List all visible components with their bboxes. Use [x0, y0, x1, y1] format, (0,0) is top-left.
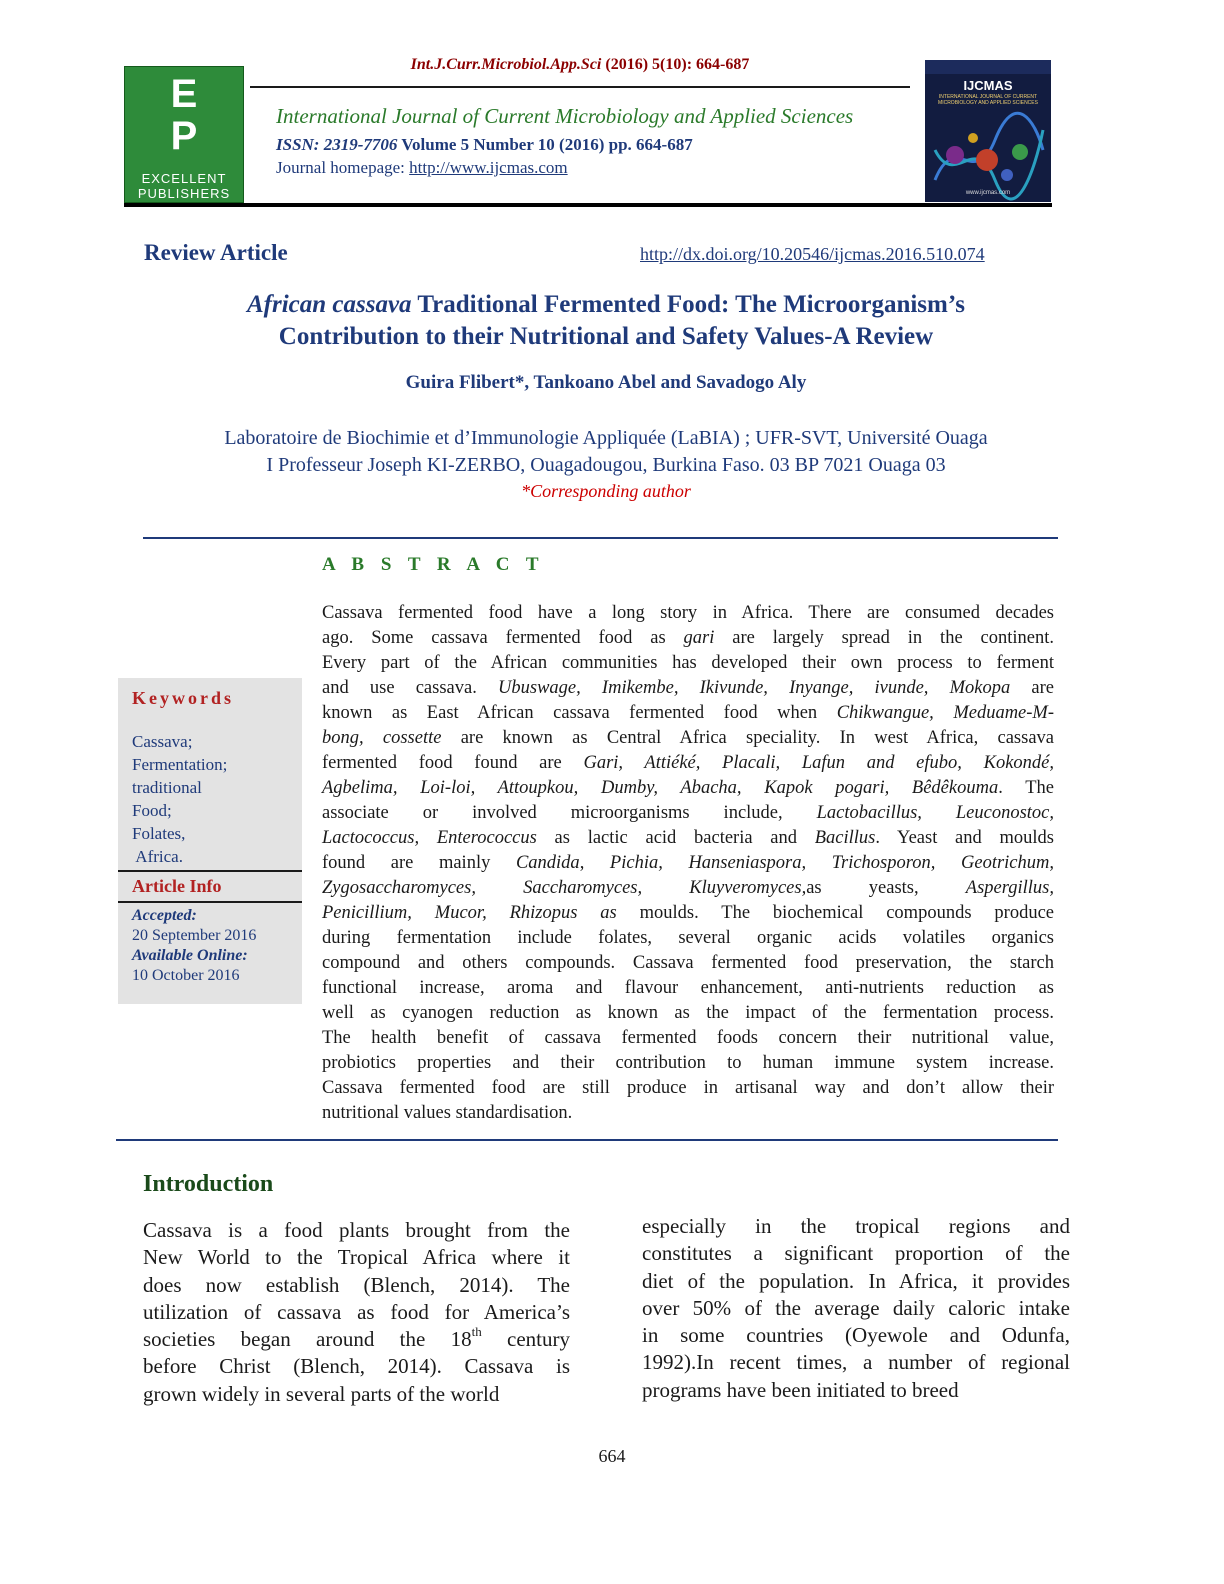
introduction-left-column — [143, 1217, 570, 1408]
abstract-text — [322, 601, 1054, 1126]
homepage-link[interactable]: http://www.ijcmas.com — [409, 158, 568, 177]
logo-letters: E P — [170, 72, 198, 158]
abstract-line: Agbelima, Loi-loi, Attoupkou, Dumby, Abacha, Kapok pogari, Bêdêkouma. The — [322, 778, 1054, 798]
abstract-line: The health benefit of cassava fermented foods concern their nutritional value, — [322, 1028, 1054, 1048]
intro-line: 1992).In recent times, a number of regional — [642, 1350, 1070, 1375]
header-bottom-rule — [124, 203, 1052, 207]
header-rule — [250, 86, 910, 88]
abstract-line: well as cyanogen reduction as known as the impact of the fermentation process. — [322, 1003, 1054, 1023]
abstract-heading: A B S T R A C T — [322, 554, 545, 575]
article-type: Review Article — [144, 240, 288, 265]
online-label: Available Online: — [132, 947, 248, 964]
corresponding-author: *Corresponding author — [521, 481, 691, 501]
intro-line: before Christ (Blench, 2014). Cassava is — [143, 1354, 570, 1379]
accepted-label: Accepted: — [132, 907, 197, 924]
abstract-line: compound and others compounds. Cassava fermented food preservation, the starch — [322, 953, 1054, 973]
abstract-line: bong, cossette are known as Central Africa speciality. In west Africa, cassava — [322, 728, 1055, 748]
doi — [640, 244, 985, 265]
intro-line: over 50% of the average daily caloric intake — [642, 1295, 1070, 1320]
abstract-line: functional increase, aroma and flavour enhancement, anti-nutrients reduction as — [322, 978, 1054, 998]
abstract-line: Lactococcus, Enterococcus as lactic acid bacteria and Bacillus. Yeast and moulds — [322, 828, 1054, 848]
intro-line: societies began around the 18th century — [143, 1324, 570, 1352]
abstract-bottom-rule — [116, 1139, 1058, 1141]
keyword: Food; — [132, 801, 172, 820]
journal-citation: Int.J.Curr.Microbiol.App.Sci (2016) 5(10): 664-687 — [410, 56, 750, 73]
keywords-heading: Keywords — [132, 688, 234, 708]
authors: Guira Flibert*, Tankoano Abel and Savadogo Aly — [405, 372, 807, 393]
issn-line: ISSN: 2319-7706 Volume 5 Number 10 (2016) pp. 664-687 — [276, 135, 693, 154]
page-number: 664 — [598, 1446, 626, 1466]
abstract-line: Zygosaccharomyces, Saccharomyces, Kluyveromyces,as yeasts, Aspergillus, — [322, 878, 1054, 898]
logo-text-line1: EXCELLENT — [141, 171, 227, 186]
accepted-date: 20 September 2016 — [132, 927, 257, 944]
keyword: Fermentation; — [132, 755, 228, 774]
introduction-right-column — [642, 1213, 1070, 1404]
intro-line: especially in the tropical regions and — [642, 1214, 1070, 1238]
keyword: Cassava; — [132, 732, 193, 751]
keyword: Folates, — [132, 824, 186, 843]
intro-line: programs have been initiated to breed — [642, 1377, 959, 1402]
introduction-heading: Introduction — [143, 1171, 274, 1197]
article-title: African cassava Traditional Fermented Food: The Microorganism’s Contribution to their Nutritional and Safety Values-A Review — [246, 291, 965, 350]
abstract-line: and use cassava. Ubuswage, Imikembe, Ikivunde, Inyange, ivunde, Mokopa are — [322, 678, 1054, 698]
abstract-line: associate or involved microorganisms include, Lactobacillus, Leuconostoc, — [322, 803, 1055, 823]
abstract-line: during fermentation include folates, several organic acids volatiles organics — [322, 928, 1054, 948]
intro-line: in some countries (Oyewole and Odunfa, — [642, 1323, 1070, 1348]
abstract-line: Every part of the African communities has developed their own process to ferment — [322, 653, 1054, 673]
abstract-line: probiotics properties and their contribution to human immune system increase. — [322, 1053, 1054, 1073]
publisher-logo — [124, 66, 244, 203]
article-info — [132, 906, 256, 986]
abstract-line: found are mainly Candida, Pichia, Hanseniaspora, Trichosporon, Geotrichum, — [322, 853, 1054, 873]
affiliation-line2: I Professeur Joseph KI-ZERBO, Ouagadougou, Burkina Faso. 03 BP 7021 Ouaga 03 — [266, 454, 946, 476]
journal-name: International Journal of Current Microbiology and Applied Sciences — [276, 104, 854, 128]
sidebar-divider — [118, 901, 302, 903]
intro-line: New World to the Tropical Africa where it — [143, 1245, 570, 1270]
keyword: traditional — [132, 778, 202, 797]
sidebar-divider — [118, 870, 302, 872]
online-date: 10 October 2016 — [132, 967, 240, 984]
keyword: Africa. — [132, 847, 183, 866]
cover-title: IJCMAS — [963, 78, 1013, 93]
intro-line: constitutes a significant proportion of the — [642, 1241, 1070, 1266]
abstract-line: nutritional values standardisation. — [322, 1103, 573, 1123]
article-info-heading: Article Info — [132, 876, 222, 896]
cover-subtitle: INTERNATIONAL JOURNAL OF CURRENT MICROBIOLOGY AND APPLIED SCIENCES — [938, 94, 1038, 106]
abstract-line: known as East African cassava fermented food when Chikwangue, Meduame-M- — [322, 703, 1054, 723]
abstract-line: Penicillium, Mucor, Rhizopus as moulds. The biochemical compounds produce — [322, 903, 1054, 923]
abstract-line: fermented food found are Gari, Attiéké, Placali, Lafun and efubo, Kokondé, — [322, 753, 1054, 773]
cover-url: www.ijcmas.com — [965, 190, 1011, 196]
keywords-list — [132, 730, 227, 868]
intro-line: Cassava is a food plants brought from the — [143, 1218, 570, 1242]
doi-link[interactable]: http://dx.doi.org/10.20546/ijcmas.2016.510.074 — [640, 244, 985, 264]
abstract-line: Cassava fermented food are still produce in artisanal way and don’t allow their — [322, 1078, 1054, 1098]
journal-cover-image — [925, 60, 1051, 202]
affiliation-line1: Laboratoire de Biochimie et d’Immunologie Appliquée (LaBIA) ; UFR-SVT, Université Ouaga — [224, 427, 988, 449]
intro-line: grown widely in several parts of the world — [143, 1381, 500, 1406]
abstract-line: Cassava fermented food have a long story in Africa. There are consumed decades — [322, 603, 1054, 623]
abstract-line: ago. Some cassava fermented food as gari are largely spread in the continent. — [322, 628, 1055, 648]
abstract-top-rule — [143, 537, 1058, 539]
intro-line: utilization of cassava as food for America’s — [143, 1299, 570, 1324]
journal-homepage: Journal homepage: http://www.ijcmas.com — [276, 158, 568, 177]
intro-line: diet of the population. In Africa, it provides — [642, 1268, 1070, 1293]
logo-text-line2: PUBLISHERS — [137, 186, 231, 201]
intro-line: does now establish (Blench, 2014). The — [143, 1272, 570, 1297]
